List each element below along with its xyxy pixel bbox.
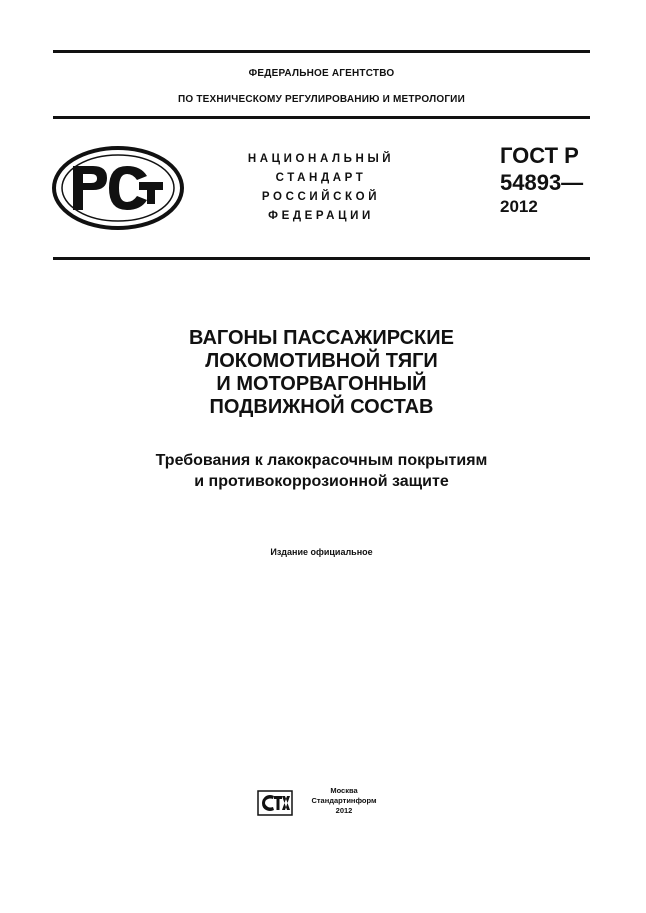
section-rule bbox=[53, 257, 590, 260]
national-standard-label bbox=[226, 150, 416, 226]
edition-label: Издание официальное bbox=[270, 547, 373, 557]
publisher-info bbox=[298, 786, 390, 816]
top-rule bbox=[53, 50, 590, 53]
standard-designation bbox=[500, 142, 583, 218]
publisher-city: Москва bbox=[330, 786, 358, 795]
document-subtitle bbox=[53, 450, 590, 492]
rst-logo-icon bbox=[51, 146, 186, 230]
header-rule bbox=[53, 116, 590, 119]
title-line: ПОДВИЖНОЙ СОСТАВ bbox=[209, 396, 434, 418]
designation-line-2: 54893— bbox=[500, 170, 584, 195]
agency-line-2: ПО ТЕХНИЧЕСКОМУ РЕГУЛИРОВАНИЮ И МЕТРОЛОГИИ bbox=[178, 94, 465, 105]
designation-line-3: 2012 bbox=[500, 197, 538, 216]
publisher-year: 2012 bbox=[335, 806, 353, 815]
subtitle-line: Требования к лакокрасочным покрытиям bbox=[155, 452, 488, 469]
designation-line-1: ГОСТ Р bbox=[500, 143, 579, 168]
document-title bbox=[53, 327, 590, 419]
publisher-name: Стандартинформ bbox=[311, 796, 377, 805]
national-standard-line: НАЦИОНАЛЬНЫЙ bbox=[247, 153, 395, 165]
title-line: И МОТОРВАГОННЫЙ bbox=[216, 373, 427, 395]
title-line: ВАГОНЫ ПАССАЖИРСКИЕ bbox=[189, 327, 454, 349]
national-standard-line: ФЕДЕРАЦИИ bbox=[268, 210, 374, 222]
standartinform-logo-icon bbox=[257, 790, 293, 816]
subtitle-line: и противокоррозионной защите bbox=[194, 473, 449, 490]
agency-line-1: ФЕДЕРАЛЬНОЕ АГЕНТСТВО bbox=[248, 68, 395, 79]
national-standard-line: СТАНДАРТ bbox=[275, 172, 367, 184]
national-standard-line: РОССИЙСКОЙ bbox=[261, 191, 381, 203]
title-line: ЛОКОМОТИВНОЙ ТЯГИ bbox=[205, 350, 438, 372]
